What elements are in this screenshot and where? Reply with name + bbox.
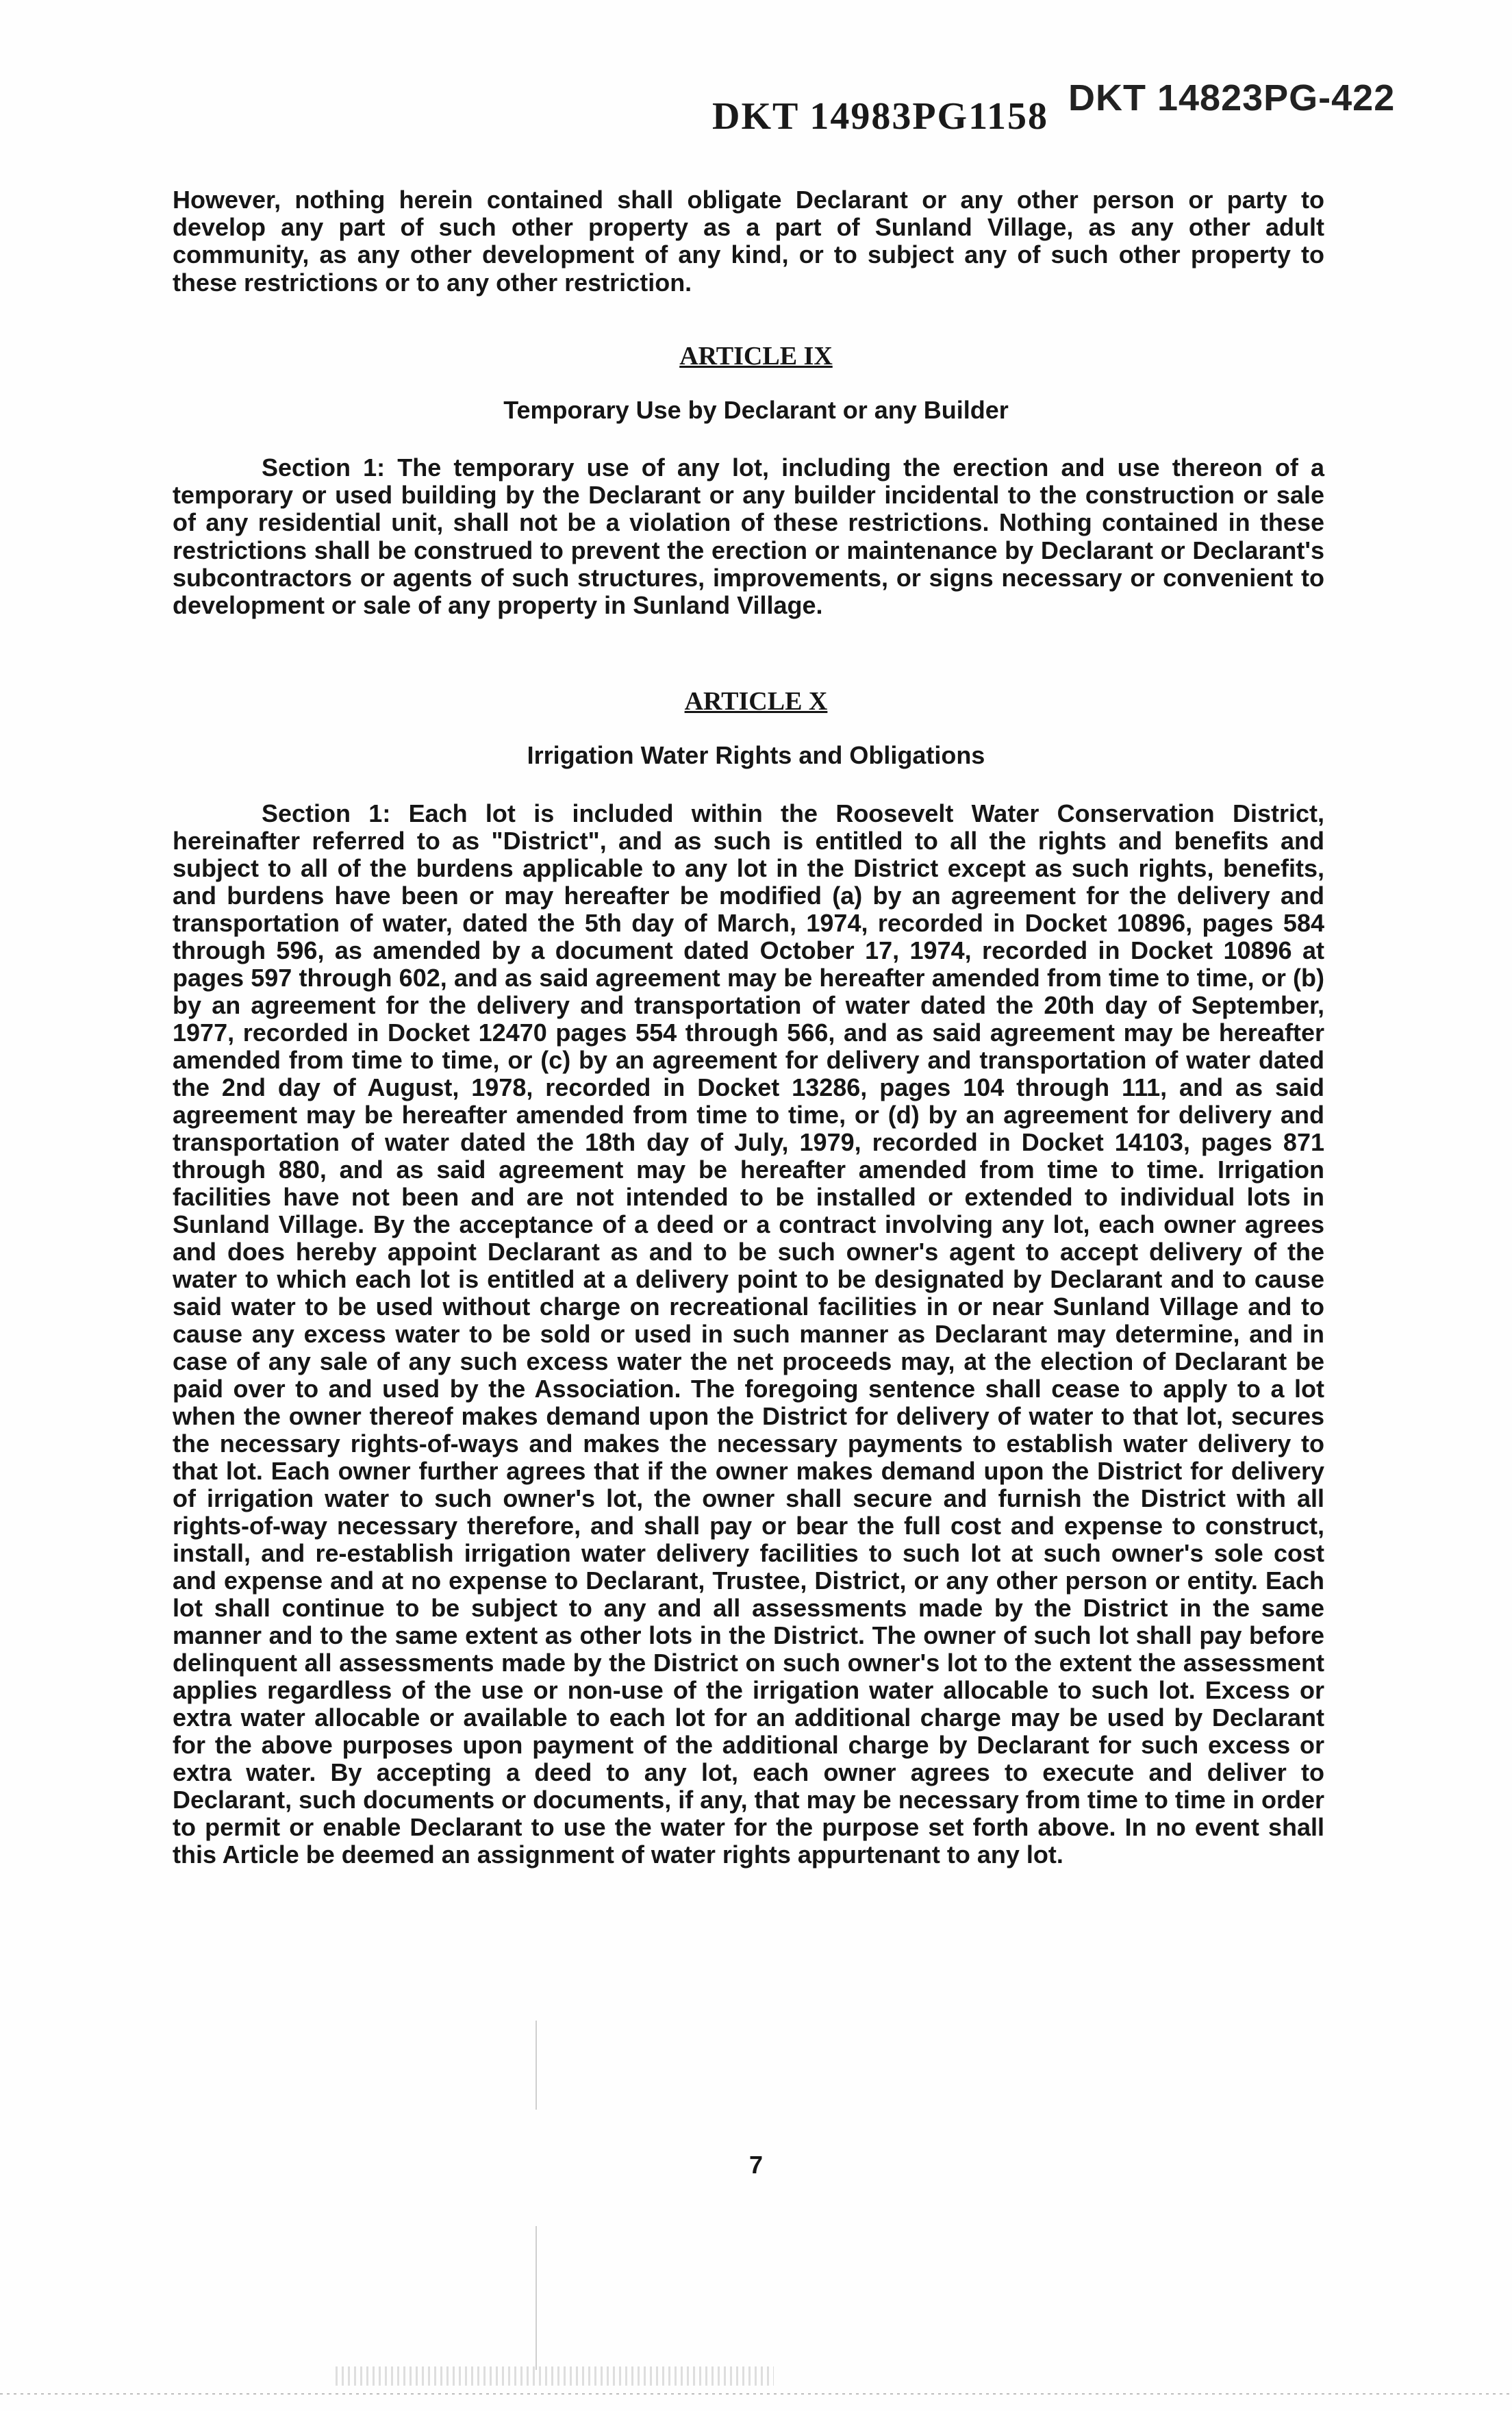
article-x-subheading: Irrigation Water Rights and Obligations bbox=[527, 741, 985, 769]
scan-margin-mark bbox=[536, 2226, 537, 2370]
docket-stamp: DKT 14823PG-422 bbox=[1068, 77, 1396, 118]
article-ix-subheading: Temporary Use by Declarant or any Builder bbox=[503, 396, 1009, 424]
article-ix-section-1 bbox=[173, 454, 1324, 619]
article-x-section-1 bbox=[173, 800, 1324, 1869]
scan-artifact bbox=[336, 2366, 774, 2386]
article-ix-heading: ARTICLE IX bbox=[679, 342, 833, 371]
article-ix-section-text: The temporary use of any lot, including the erection and use thereon of a temporary or used building by the Declarant or any builder incidental to the construction or sale of any residential unit, shall not be a violation of these restrictions. Nothing contained in these restrictions shall be construed to prevent the erection or maintenance by Declarant or Declarant's subcontractors or agents of such structures, improvements, or signs necessary or convenient to development or sale of any property in Sunland Village. bbox=[173, 453, 1324, 620]
article-x-section-label: Section 1: bbox=[262, 799, 391, 827]
article-x-heading: ARTICLE X bbox=[684, 687, 828, 716]
article-ix-section-label: Section 1: bbox=[262, 453, 386, 482]
docket-number: DKT 14983PG1158 bbox=[712, 95, 1049, 138]
intro-paragraph: However, nothing herein contained shall obligate Declarant or any other person or party to develop any part of such other property as a part of Sunland Village, as any other adult community, as any other development of any kind, or to subject any of such other property to these restrictions or to any other restriction. bbox=[173, 186, 1324, 297]
article-x-section-text: Each lot is included within the Roosevelt Water Conservation District, hereinafter referred to as "District", and as such is entitled to all the rights and benefits and subject to all of the burdens applicable to any lot in the District except as such rights, benefits, and burdens have been or may hereafter be modified (a) by an agreement for the delivery and transportation of water, dated the 5th day of March, 1974, recorded in Docket 10896, pages 584 through 596, as amended by a document dated October 17, 1974, recorded in Docket 10896 at pages 597 through 602, and as said agreement may be hereafter amended from time to time, or (b) by an agreement for the delivery and transportation of water dated the 20th day of September, 1977, recorded in Docket 12470 pages 554 through 566, and as said agreement may be hereafter amended from time to time, or (c) by an agreement for delivery and transportation of water dated the 2nd day of August, 1978, recorded in Docket 13286, pages 104 through 111, and as said agreement may be hereafter amended from time to time, or (d) by an agreement for delivery and transportation of water dated the 18th day of July, 1979, recorded in Docket 14103, pages 871 through 880, and as said agreement may be hereafter amended from time to time. Irrigation facilities have not been and are not intended to be installed or extended to individual lots in Sunland Village. By the acceptance of a deed or a contract involving any lot, each owner agrees and does hereby appoint Declarant as and to be such owner's agent to accept delivery of the water to which each lot is entitled at a delivery point to be designated by Declarant and to cause said water to be used without charge on recreational facilities in or near Sunland Village and to cause any excess water to be sold or used in such manner as Declarant may determine, and in case of any sale of any such excess water the net proceeds may, at the election of Declarant be paid over to and used by the Association. The foregoing sentence shall cease to apply to a lot when the owner thereof makes demand upon the District for delivery of water to that lot, secures the necessary rights-of-ways and makes the necessary payments to establish water delivery to that lot. Each owner further agrees that if the owner makes demand upon the District for delivery of irrigation water to such owner's lot, the owner shall secure and furnish the District with all rights-of-way necessary therefore, and shall pay or bear the full cost and expense to construct, install, and re-establish irrigation water delivery facilities to such lot at such owner's sole cost and expense and at no expense to Declarant, Trustee, District, or any other person or entity. Each lot shall continue to be subject to any and all assessments made by the District in the same manner and to the same extent as other lots in the District. The owner of such lot shall pay before delinquent all assessments made by the District on such owner's lot to the extent the assessment applies regardless of the use or non-use of the irrigation water allocable to such lot. Excess or extra water allocable or available to each lot for an additional charge may be used by Declarant for the above purposes upon payment of the additional charge by Declarant for such excess or extra water. By accepting a deed to any lot, each owner agrees to execute and deliver to Declarant, such documents or documents, if any, that may be necessary from time to time in order to permit or enable Declarant to use the water for the purpose set forth above. In no event shall this Article be deemed an assignment of water rights appurtenant to any lot. bbox=[173, 799, 1324, 1869]
scan-edge-line bbox=[0, 2393, 1512, 2395]
scan-margin-mark bbox=[536, 2021, 537, 2110]
page-number: 7 bbox=[748, 2151, 764, 2179]
